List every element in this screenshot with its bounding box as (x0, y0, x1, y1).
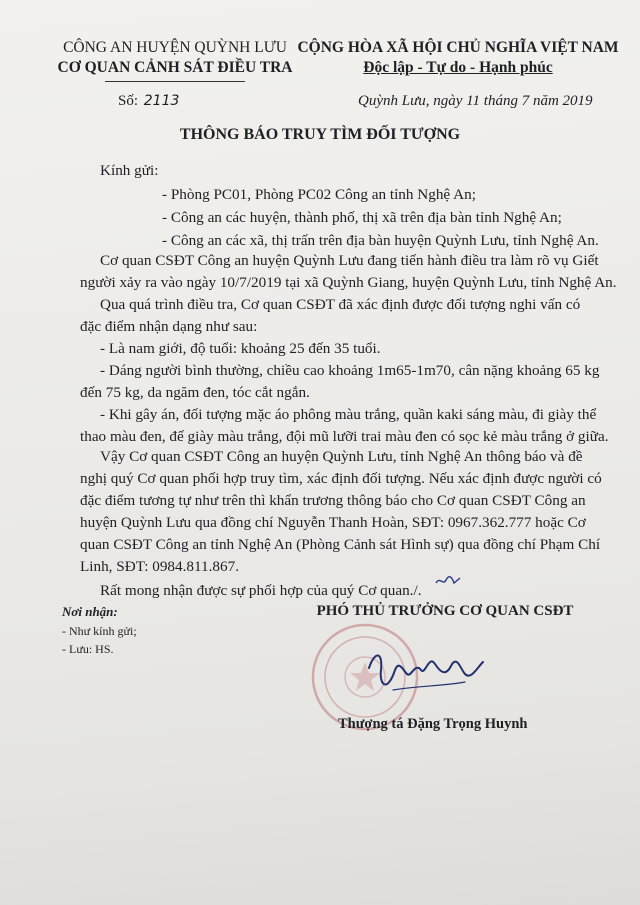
document-number (118, 93, 179, 110)
body-line: đặc điểm nhận dạng như sau: (80, 318, 258, 335)
body-line: Linh, SĐT: 0984.811.867. (80, 558, 239, 575)
number-value: 2113 (143, 93, 180, 109)
body-line: huyện Quỳnh Lưu qua đồng chí Nguyễn Thanh Hoàn, SĐT: 0967.362.777 hoặc Cơ (80, 514, 586, 531)
recipients-label: Nơi nhận: (62, 604, 118, 619)
issuing-authority (40, 38, 310, 78)
addressee-3: - Công an các xã, thị trấn trên địa bàn huyện Quỳnh Lưu, tỉnh Nghệ An. (162, 232, 599, 249)
body-line: - Khi gây án, đối tượng mặc áo phông màu trắng, quần kaki sáng màu, đi giày thể (100, 406, 597, 423)
document-title: THÔNG BÁO TRUY TÌM ĐỐI TƯỢNG (179, 126, 461, 143)
salutation: Kính gửi: (100, 162, 159, 179)
body-line: quan CSĐT Công an tỉnh Nghệ An (Phòng Cảnh sát Hình sự) qua đồng chí Phạm Chí (80, 536, 601, 553)
body-line: thao màu đen, đế giày màu trắng, đội mũ lưỡi trai màu đen có sọc kẻ màu trắng ở giữa. (80, 428, 609, 445)
recipient-item: - Lưu: HS. (62, 642, 114, 656)
body-line: đến 75 kg, da ngăm đen, tóc cắt ngắn. (80, 384, 310, 401)
body-line: Cơ quan CSĐT Công an huyện Quỳnh Lưu đang tiến hành điều tra làm rõ vụ Giết (100, 252, 599, 269)
header-divider (105, 81, 245, 82)
signer-name: Thượng tá Đặng Trọng Huynh (338, 716, 528, 732)
motto: Độc lập - Tự do - Hạnh phúc (363, 59, 553, 76)
recipient-item: - Như kính gửi; (62, 624, 137, 638)
body-line: Vậy Cơ quan CSĐT Công an huyện Quỳnh Lưu, tỉnh Nghệ An thông báo và đề (100, 448, 583, 465)
body-line: nghị quý Cơ quan phối hợp truy tìm, xác định đối tượng. Nếu xác định được người có (80, 470, 602, 487)
signature-scribble (365, 640, 485, 700)
addressee-1: - Phòng PC01, Phòng PC02 Công an tỉnh Nghệ An; (162, 186, 476, 203)
body-line: đặc điểm tương tự như trên thì khẩn trương thông báo cho Cơ quan CSĐT Công an (80, 492, 586, 509)
body-line: - Dáng người bình thường, chiều cao khoảng 1m65-1m70, cân nặng khoảng 65 kg (100, 362, 600, 379)
body-line: người xảy ra vào ngày 10/7/2019 tại xã Quỳnh Giang, huyện Quỳnh Lưu, tỉnh Nghệ An. (80, 274, 617, 291)
body-line: - Là nam giới, độ tuổi: khoảng 25 đến 35 tuổi. (100, 340, 381, 357)
handwritten-initial (434, 574, 462, 588)
closing-line: Rất mong nhận được sự phối hợp của quý Cơ quan./. (100, 582, 422, 599)
authority-line-1: CÔNG AN HUYỆN QUỲNH LƯU (63, 39, 287, 56)
signatory-title: PHÓ THỦ TRƯỞNG CƠ QUAN CSĐT (316, 603, 574, 619)
number-label: Số: (118, 93, 142, 109)
country-name: CỘNG HÒA XÃ HỘI CHỦ NGHĨA VIỆT NAM (297, 39, 619, 56)
national-motto (288, 38, 628, 78)
authority-line-2: CƠ QUAN CẢNH SÁT ĐIỀU TRA (57, 59, 293, 76)
body-line: Qua quá trình điều tra, Cơ quan CSĐT đã xác định được đối tượng nghi vấn có (100, 296, 581, 313)
addressee-2: - Công an các huyện, thành phố, thị xã trên địa bàn tỉnh Nghệ An; (162, 209, 562, 226)
place-date: Quỳnh Lưu, ngày 11 tháng 7 năm 2019 (358, 93, 593, 109)
